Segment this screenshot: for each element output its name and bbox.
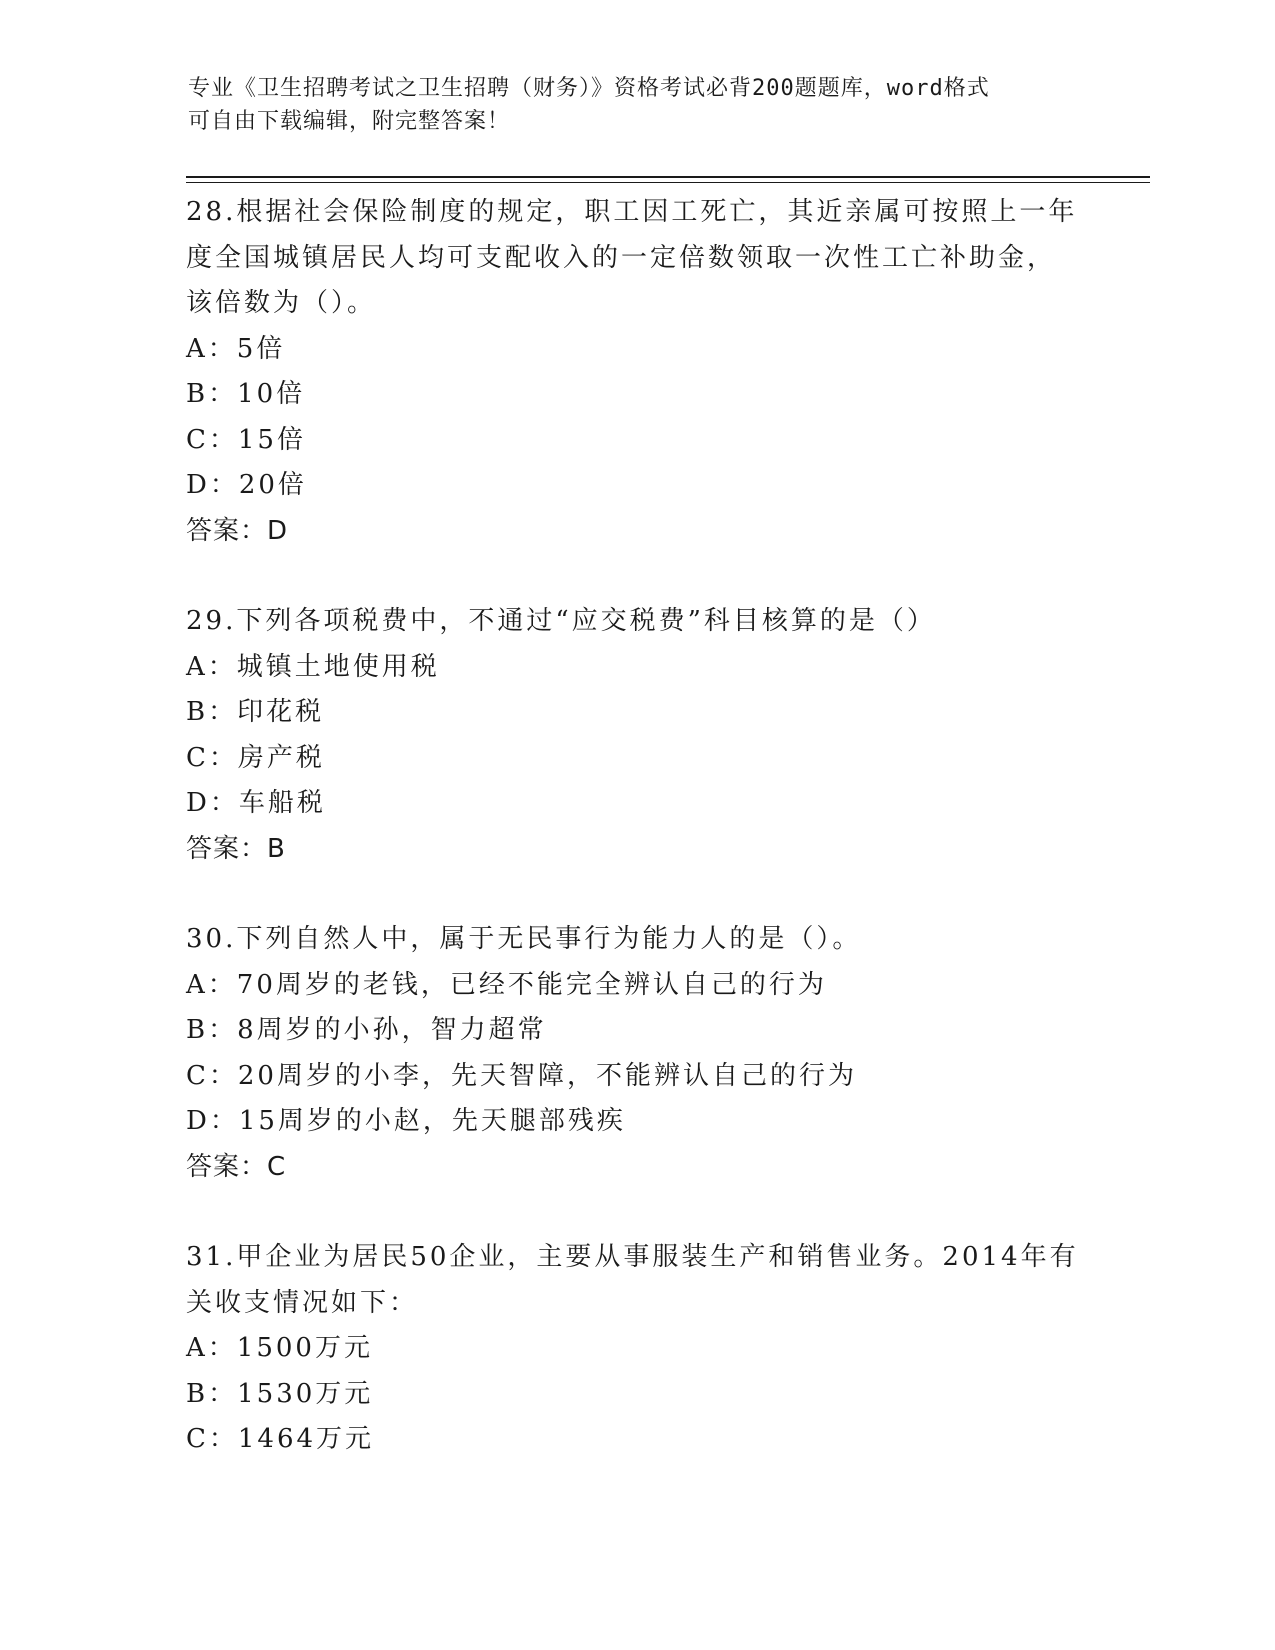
header-divider-thin xyxy=(186,182,1150,183)
document-header xyxy=(188,72,1068,138)
question-text-line: 关收支情况如下： xyxy=(186,1287,419,1318)
option-c: C：房产税 xyxy=(186,742,325,773)
question-text-line: 29.下列各项税费中，不通过“应交税费”科目核算的是（） xyxy=(186,606,936,636)
question-spacer xyxy=(186,1190,1116,1235)
option-b: B：8周岁的小孙，智力超常 xyxy=(186,1015,547,1045)
option-c: C：1464万元 xyxy=(186,1424,375,1454)
option-a: A：城镇土地使用税 xyxy=(186,651,440,682)
option-c: C：20周岁的小李，先天智障，不能辨认自己的行为 xyxy=(186,1060,857,1091)
answer-line: 答案：B xyxy=(186,833,286,864)
option-d: D：20倍 xyxy=(186,470,307,500)
header-line-1: 专业《卫生招聘考试之卫生招聘（财务）》资格考试必背200题题库，word格式 xyxy=(188,76,990,101)
question-28 xyxy=(186,190,1116,554)
question-text-line: 31.甲企业为居民50企业，主要从事服装生产和销售业务。2014年有 xyxy=(186,1242,1079,1272)
question-text-line: 该倍数为（）。 xyxy=(186,288,377,318)
option-d: D：15周岁的小赵，先天腿部残疾 xyxy=(186,1106,626,1136)
option-a: A：70周岁的老钱，已经不能完全辨认自己的行为 xyxy=(186,969,827,1000)
option-c: C：15倍 xyxy=(186,424,306,455)
header-line-2: 可自由下载编辑，附完整答案！ xyxy=(188,109,511,134)
answer-line: 答案：C xyxy=(186,1151,287,1182)
option-a: A：5倍 xyxy=(186,333,286,364)
option-b: B：1530万元 xyxy=(186,1378,374,1409)
question-29 xyxy=(186,599,1116,872)
question-text-line: 28.根据社会保险制度的规定，职工因工死亡，其近亲属可按照上一年 xyxy=(186,197,1078,227)
question-31 xyxy=(186,1235,1116,1463)
question-30 xyxy=(186,917,1116,1190)
option-b: B：10倍 xyxy=(186,379,306,409)
question-text-line: 度全国城镇居民人均可支配收入的一定倍数领取一次性工亡补助金， xyxy=(186,242,1057,273)
option-a: A：1500万元 xyxy=(186,1333,373,1363)
question-list xyxy=(186,190,1116,1463)
option-b: B：印花税 xyxy=(186,697,325,727)
question-text-line: 30.下列自然人中，属于无民事行为能力人的是（）。 xyxy=(186,924,862,954)
answer-line: 答案：D xyxy=(186,515,289,546)
option-d: D：车船税 xyxy=(186,788,326,818)
question-spacer xyxy=(186,554,1116,599)
question-spacer xyxy=(186,872,1116,917)
header-divider-thick xyxy=(186,176,1150,178)
